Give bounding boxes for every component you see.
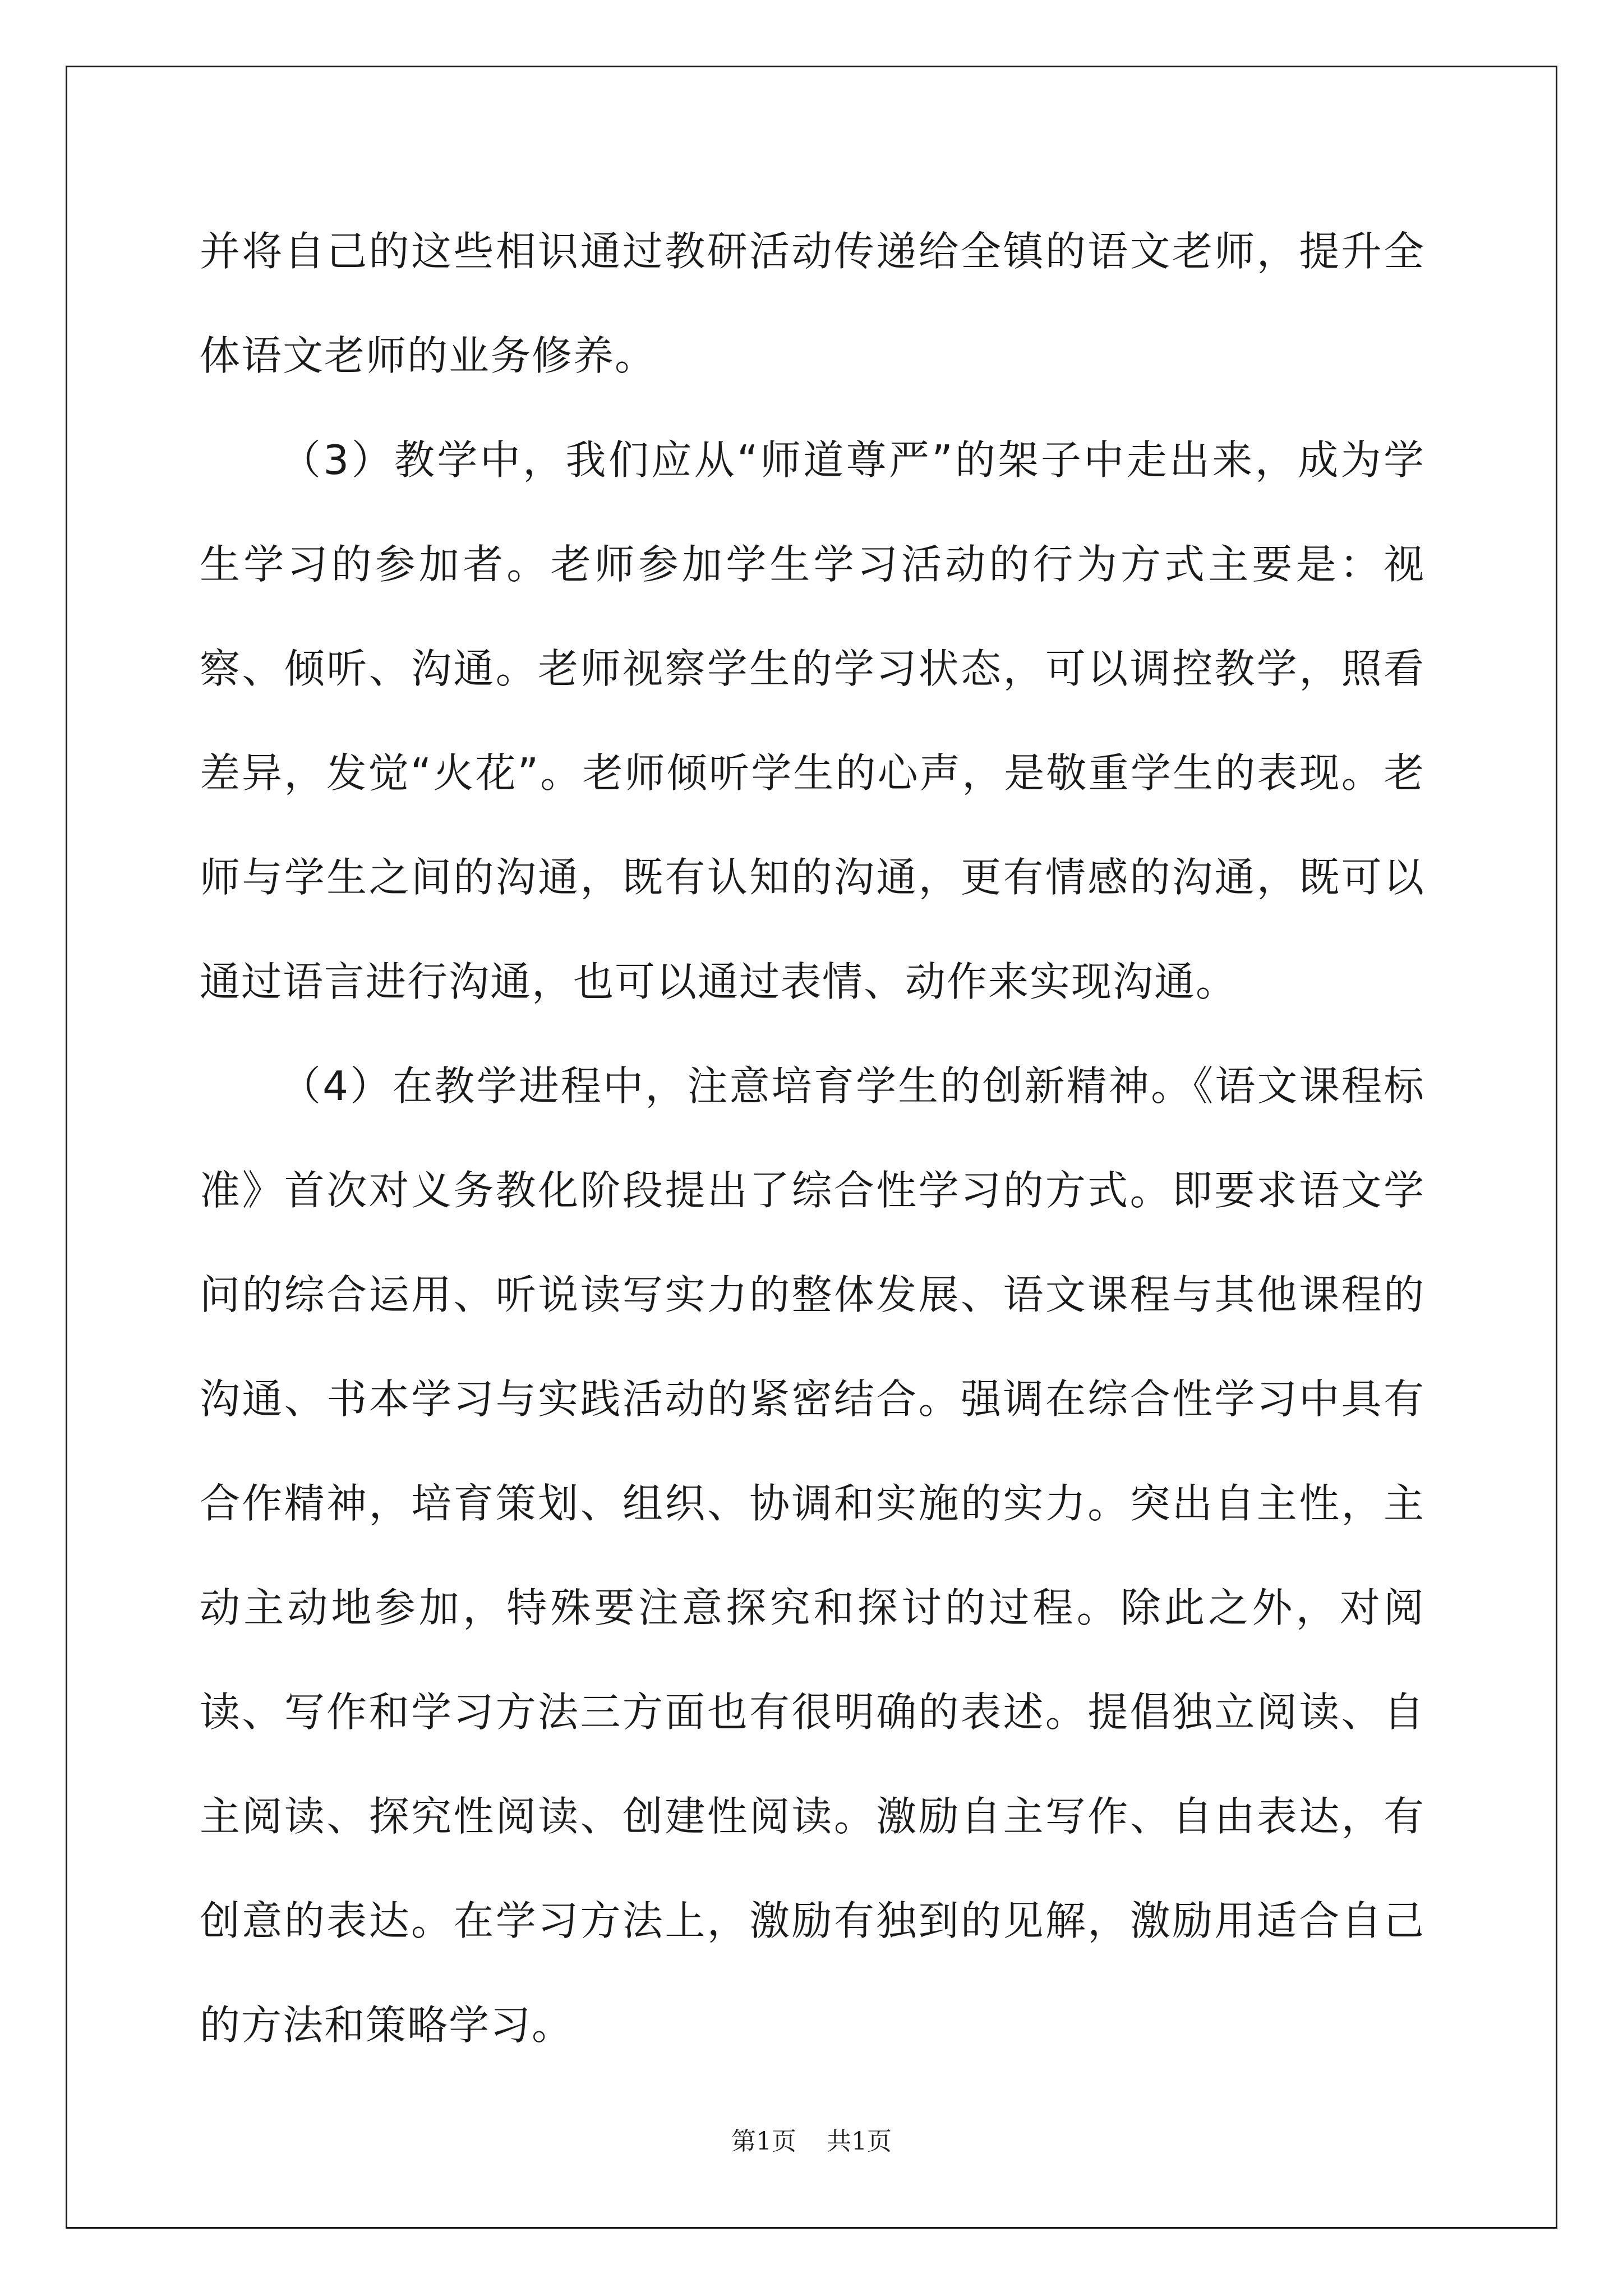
page-total: 共1页 xyxy=(827,2127,892,2156)
paragraph-2: （3）教学中，我们应从“师道尊严”的架子中走出来，成为学生学习的参加者。老师参加学生学习活动的行为方式主要是：视察、倾听、沟通。老师视察学生的学习状态，可以调控教学，照看差异，发觉“火花”。老师倾听学生的心声，是敬重学生的表现。老师与学生之间的沟通，既有认知的沟通，更有情感的沟通，既可以通过语言进行沟通，也可以通过表情、动作来实现沟通。 xyxy=(200,436,1425,1005)
paragraph-3: （4）在教学进程中，注意培育学生的创新精神。《语文课程标准》首次对义务教化阶段提出了综合性学习的方式。即要求语文学问的综合运用、听说读写实力的整体发展、语文课程与其他课程的沟通、书本学习与实践活动的紧密结合。强调在综合性学习中具有合作精神，培育策划、组织、协调和实施的实力。突出自主性，主动主动地参加，特殊要注意探究和探讨的过程。除此之外，对阅读、写作和学习方法三方面也有很明确的表述。提倡独立阅读、自主阅读、探究性阅读、创建性阅读。激励自主写作、自由表达，有创意的表达。在学习方法上，激励有独到的见解，激励用适合自己的方法和策略学习。 xyxy=(200,1062,1425,2049)
paragraph-1: 并将自己的这些相识通过教研活动传递给全镇的语文老师，提升全体语文老师的业务修养。 xyxy=(200,228,1425,379)
page-footer xyxy=(0,2125,1623,2159)
page-number: 第1页 xyxy=(731,2127,796,2156)
document-body xyxy=(200,199,1425,2077)
